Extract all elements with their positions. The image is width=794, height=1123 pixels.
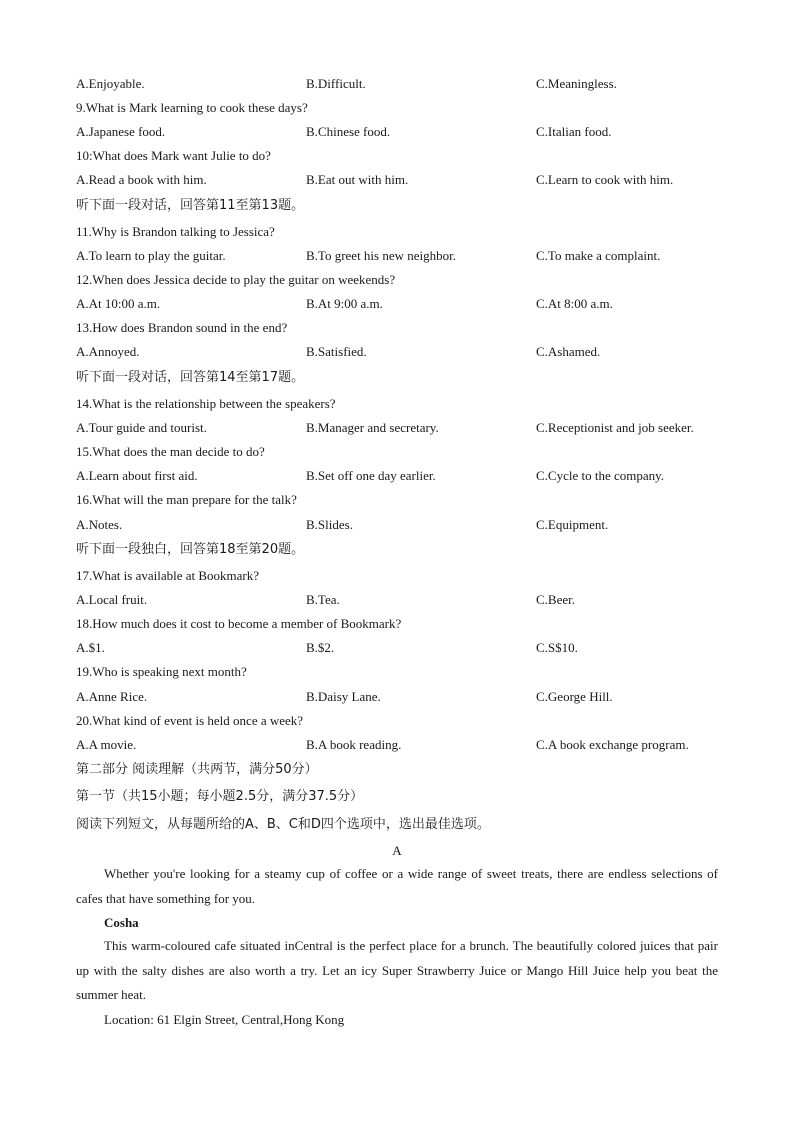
cafe-location: Location: 61 Elgin Street, Central,Hong Kong [104, 1012, 345, 1027]
question-17-option-b: B.Tea. [306, 592, 340, 607]
question-11: 11.Why is Brandon talking to Jessica? [76, 224, 275, 239]
question-20-option-b: B.A book reading. [306, 737, 402, 752]
question-10-option-b: B.Eat out with him. [306, 172, 409, 187]
question-11-option-b: B.To greet his new neighbor. [306, 248, 457, 263]
question-18-option-c: C.S$10. [536, 640, 578, 655]
question-11-option-a: A.To learn to play the guitar. [76, 248, 226, 263]
option-b: B.Difficult. [306, 76, 366, 91]
question-13: 13.How does Brandon sound in the end? [76, 320, 288, 335]
part2-directions: 阅读下列短文，从每题所给的A、B、C和D四个选项中，选出最佳选项。 [76, 817, 490, 832]
passage-intro: Whether you're looking for a steamy cup of coffee or a wide range of sweet treats, there are endless selections of cafes that have something for you. [76, 866, 718, 906]
question-18: 18.How much does it cost to become a member of Bookmark? [76, 616, 402, 631]
question-9: 9.What is Mark learning to cook these days? [76, 100, 308, 115]
question-9-option-b: B.Chinese food. [306, 124, 391, 139]
question-20: 20.What kind of event is held once a week? [76, 713, 304, 728]
question-19: 19.Who is speaking next month? [76, 664, 247, 679]
question-13-option-a: A.Annoyed. [76, 344, 140, 359]
question-13-option-c: C.Ashamed. [536, 344, 601, 359]
question-14-option-b: B.Manager and secretary. [306, 420, 439, 435]
instruction-q11-13: 听下面一段对话，回答第11至第13题。 [76, 198, 305, 213]
question-18-option-b: B.$2. [306, 640, 335, 655]
part2-heading: 第二部分 阅读理解（共两节，满分50分） [76, 762, 318, 777]
question-17-option-a: A.Local fruit. [76, 592, 148, 607]
cafe-description: This warm-coloured cafe situated inCentral is the perfect place for a brunch. The beautifully colored juices that pair up with the salty dishes are also worth a try. Let an icy Super Strawberry Juice or Mango Hill Juice help you beat the summer heat. [76, 938, 718, 1002]
question-9-option-c: C.Italian food. [536, 124, 612, 139]
question-14-option-a: A.Tour guide and tourist. [76, 420, 207, 435]
question-14: 14.What is the relationship between the speakers? [76, 396, 336, 411]
question-10: 10:What does Mark want Julie to do? [76, 148, 271, 163]
question-16-option-b: B.Slides. [306, 517, 353, 532]
question-17-option-c: C.Beer. [536, 592, 575, 607]
question-15: 15.What does the man decide to do? [76, 444, 265, 459]
question-19-option-c: C.George Hill. [536, 689, 613, 704]
question-19-option-b: B.Daisy Lane. [306, 689, 381, 704]
part2-section1: 第一节（共15小题；每小题2.5分，满分37.5分） [76, 789, 364, 804]
question-15-option-c: C.Cycle to the company. [536, 468, 665, 483]
question-17: 17.What is available at Bookmark? [76, 568, 260, 583]
question-12-option-a: A.At 10:00 a.m. [76, 296, 161, 311]
question-20-option-a: A.A movie. [76, 737, 137, 752]
question-12: 12.When does Jessica decide to play the guitar on weekends? [76, 272, 396, 287]
instruction-q14-17: 听下面一段对话，回答第14至第17题。 [76, 370, 305, 385]
passage-letter: A [392, 843, 402, 858]
question-18-option-a: A.$1. [76, 640, 105, 655]
question-16-option-c: C.Equipment. [536, 517, 609, 532]
question-12-option-c: C.At 8:00 a.m. [536, 296, 613, 311]
question-15-option-b: B.Set off one day earlier. [306, 468, 436, 483]
question-9-option-a: A.Japanese food. [76, 124, 166, 139]
cafe-name: Cosha [104, 915, 139, 930]
option-c: C.Meaningless. [536, 76, 617, 91]
question-12-option-b: B.At 9:00 a.m. [306, 296, 383, 311]
question-10-option-a: A.Read a book with him. [76, 172, 207, 187]
question-11-option-c: C.To make a complaint. [536, 248, 661, 263]
question-14-option-c: C.Receptionist and job seeker. [536, 420, 694, 435]
question-15-option-a: A.Learn about first aid. [76, 468, 198, 483]
question-19-option-a: A.Anne Rice. [76, 689, 148, 704]
question-16-option-a: A.Notes. [76, 517, 123, 532]
question-13-option-b: B.Satisfied. [306, 344, 367, 359]
question-16: 16.What will the man prepare for the talk? [76, 492, 297, 507]
instruction-q18-20: 听下面一段独白，回答第18至第20题。 [76, 542, 305, 557]
question-20-option-c: C.A book exchange program. [536, 737, 689, 752]
question-10-option-c: C.Learn to cook with him. [536, 172, 674, 187]
option-a: A.Enjoyable. [76, 76, 145, 91]
